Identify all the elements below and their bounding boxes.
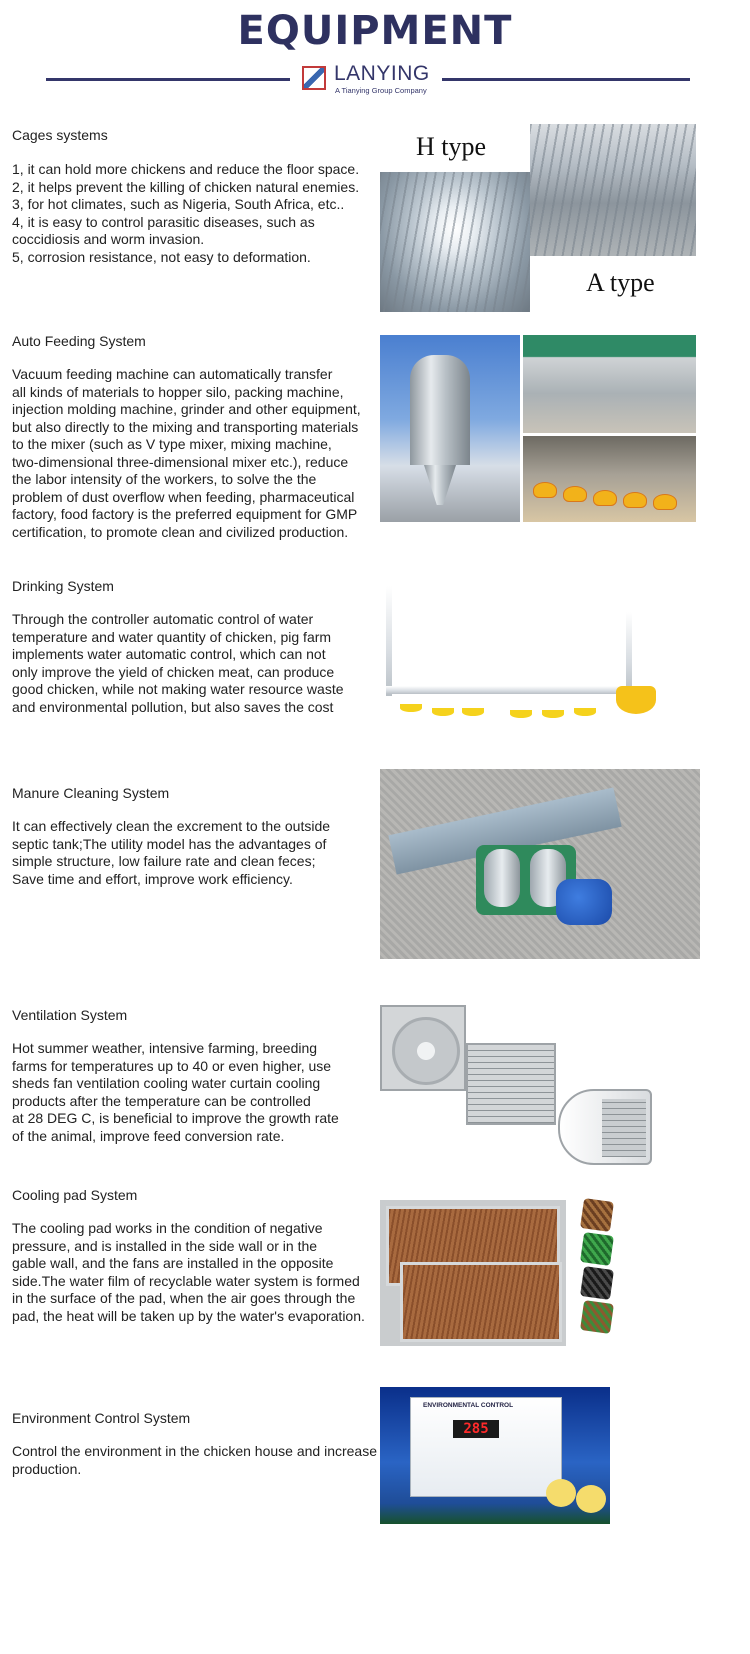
chick-image-1 [546, 1479, 576, 1507]
brand-logo-icon [302, 66, 326, 90]
section-title-manure: Manure Cleaning System [12, 785, 170, 801]
section-body-drinking: Through the controller automatic control of water temperature and water quantity of chicken, pig farm implements water automatic control, which can not only improve the yield of chicken meat, can produce good chicken, while not making water resource waste and environmental pollution, but also saves the cost [12, 611, 344, 715]
manure-cleaner-photo [380, 769, 700, 959]
a-type-label: A type [586, 268, 655, 297]
section-body-cooling-pad: The cooling pad works in the condition of negative pressure, and is installed in the side wall or in the gable wall, and the fans are installed in the opposite side.The water film of recyclable water system is formed in the surface of the pad, when the air goes through the pad, the heat will be taken up by the water's evaporation. [12, 1220, 365, 1324]
header-divider-left [46, 78, 290, 81]
section-body-ventilation: Hot summer weather, intensive farming, breeding farms for temperatures up to 40 or even higher, use sheds fan ventilation cooling water curtain cooling products after the temperature can be controlled at 28 DEG C, is beneficial to improve the growth rate of the animal, improve feed conversion rate. [12, 1040, 339, 1144]
environment-controller-photo [380, 1387, 610, 1524]
feeding-photo [380, 335, 696, 522]
silo-photo [380, 335, 520, 522]
feeding-line-photo [523, 335, 696, 433]
h-type-label: H type [416, 132, 487, 161]
controller-panel [410, 1397, 562, 1497]
shutter-fan-photo [558, 1089, 652, 1165]
cone-fan-photo [380, 1005, 466, 1091]
section-title-cages: Cages systems [12, 127, 108, 143]
cages-photo [380, 124, 696, 312]
controller-label: ENVIRONMENTAL CONTROL [423, 1402, 514, 1409]
cages-h-type-photo [380, 172, 530, 312]
page-title: EQUIPMENT [237, 8, 513, 54]
section-title-feeding: Auto Feeding System [12, 333, 146, 349]
section-body-cages: 1, it can hold more chickens and reduce the floor space. 2, it helps prevent the killing of chicken natural enemies. 3, for hot climates, such as Nigeria, South Africa, etc.. 4, it is easy to control parasitic diseases, such as coccidiosis and worm invasion. 5, corrosion resistance, not easy to deformation. [12, 161, 360, 265]
controller-display: 285 [453, 1420, 499, 1438]
ventilation-fans-photo [380, 1003, 656, 1169]
chick-image-2 [576, 1485, 606, 1513]
section-body-manure: It can effectively clean the excrement to the outside septic tank;The utility model has the advantages of simple structure, low failure rate and clean feces; Save time and effort, improve work efficiency. [12, 818, 331, 887]
box-fan-photo [466, 1043, 556, 1125]
drinking-line-photo [380, 582, 676, 740]
pad-swatch-brown [580, 1198, 614, 1232]
pad-swatch-mixed [580, 1300, 614, 1334]
section-body-feeding: Vacuum feeding machine can automatically transfer all kinds of materials to hopper silo, packing machine, injection molding machine, grinder and other equipment, but also directly to the mixing and transporting materials to the mixer (such as V type mixer, mixing machine, two-dimensional three-dimensional mixer etc.), reduce the labor intensity of the workers, to solve the the problem of dust overflow when feeding, pharmaceutical factory, food factory is the preferred equipment for GMP certification, to promote clean and civilized production. [12, 366, 361, 540]
section-title-cooling-pad: Cooling pad System [12, 1187, 138, 1203]
brand-name: LANYING [334, 62, 430, 85]
header-divider-right [442, 78, 690, 81]
pad-swatch-green [580, 1232, 614, 1266]
pan-feeder-photo [523, 436, 696, 522]
cooling-pad-photo [380, 1200, 566, 1346]
section-title-environment: Environment Control System [12, 1410, 191, 1426]
pad-swatch-black [580, 1266, 614, 1300]
section-title-ventilation: Ventilation System [12, 1007, 128, 1023]
brand-tagline: A Tianying Group Company [335, 86, 427, 95]
brand-logo [302, 64, 434, 96]
section-body-environment: Control the environment in the chicken house and increase production. [12, 1443, 377, 1477]
section-title-drinking: Drinking System [12, 578, 114, 594]
cages-a-type-photo [530, 124, 696, 256]
